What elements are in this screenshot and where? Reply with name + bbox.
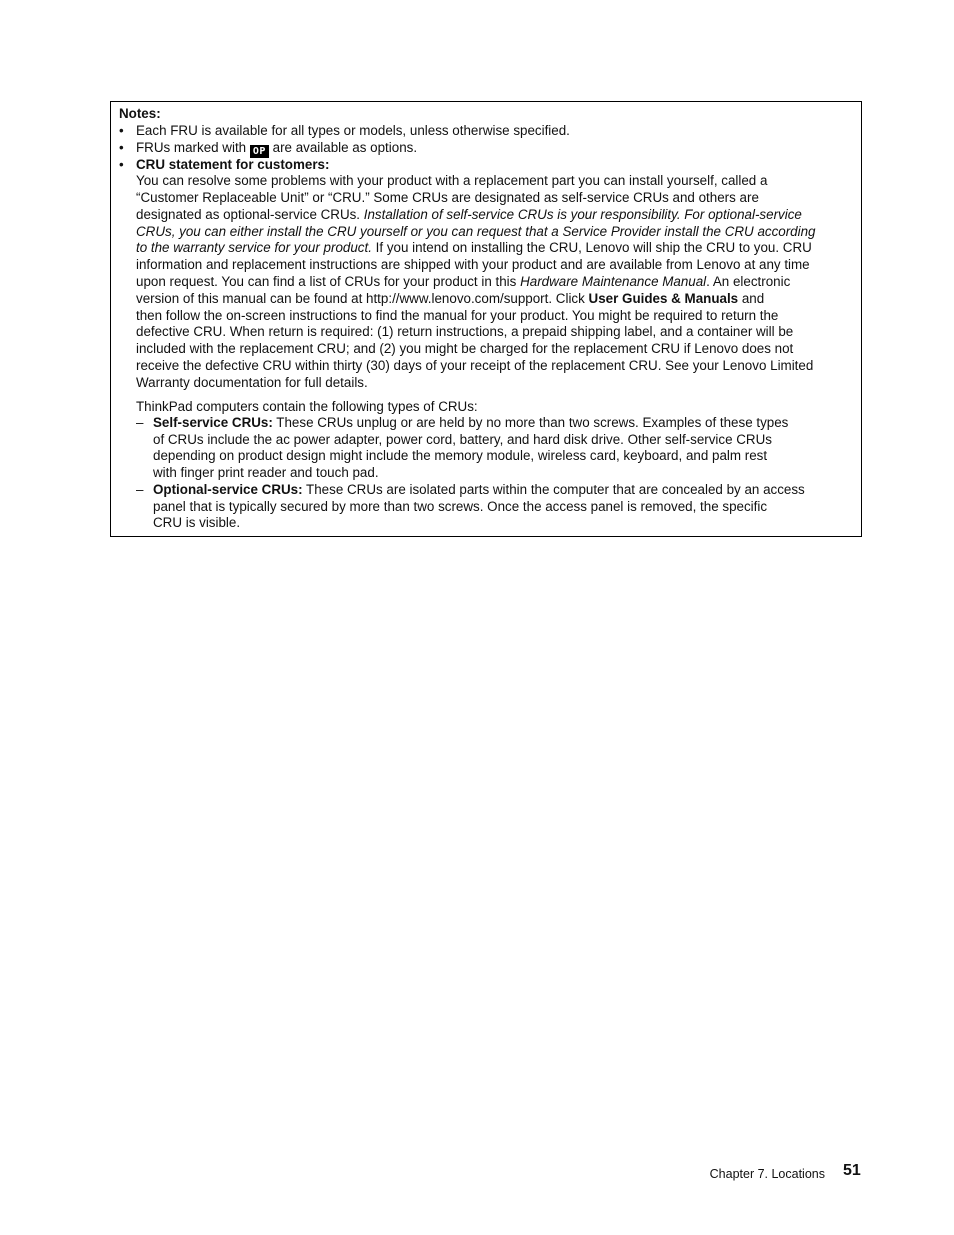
cru-line-2: “Customer Replaceable Unit” or “CRU.” Some CRUs are designated as self-service CRUs and others are xyxy=(136,190,759,205)
optional-service-label: Optional-service CRUs: xyxy=(153,482,303,497)
optional-service-line-2: panel that is typically secured by more than two screws. Once the access panel is removed, the specific xyxy=(153,499,768,514)
note-item-2-pre: FRUs marked with xyxy=(136,140,247,155)
optional-service-line-1 xyxy=(153,482,805,499)
bullet-1: • xyxy=(119,123,124,138)
bullet-2: • xyxy=(119,140,124,155)
note-item-2-post: are available as options. xyxy=(272,140,418,155)
cru-line-7 xyxy=(136,274,790,291)
cru-line-8 xyxy=(136,291,764,308)
self-service-line-1 xyxy=(153,415,788,432)
cru-line-8-c: and xyxy=(738,291,765,306)
cru-line-3 xyxy=(136,207,802,224)
cru-line-7-c: . An electronic xyxy=(706,274,791,289)
cru-line-7-b: Hardware Maintenance Manual xyxy=(520,274,707,289)
cru-types-intro: ThinkPad computers contain the following types of CRUs: xyxy=(136,399,478,414)
footer-page-number: 51 xyxy=(843,1162,861,1179)
cru-line-5-a: to the warranty service for your product. xyxy=(136,240,372,255)
cru-line-6: information and replacement instructions are shipped with your product and are available from Lenovo at any time xyxy=(136,257,810,272)
self-service-text-1: These CRUs unplug or are held by no more than two screws. Examples of these types xyxy=(272,415,789,430)
note-item-1: Each FRU is available for all types or models, unless otherwise specified. xyxy=(136,123,570,138)
cru-line-8-a: version of this manual can be found at http://www.lenovo.com/support. Click xyxy=(136,291,589,306)
notes-heading: Notes: xyxy=(119,106,161,121)
cru-line-11: included with the replacement CRU; and (2) you might be charged for the replacement CRU if Lenovo does not xyxy=(136,341,794,356)
self-service-line-3: depending on product design might include the memory module, wireless card, keyboard, and palm rest xyxy=(153,448,768,463)
dash-optional-service: – xyxy=(136,482,144,497)
self-service-line-2: of CRUs include the ac power adapter, power cord, battery, and hard disk drive. Other self-service CRUs xyxy=(153,432,772,447)
cru-line-1: You can resolve some problems with your product with a replacement part you can install yourself, called a xyxy=(136,173,768,188)
cru-line-7-a: upon request. You can find a list of CRUs for your product in this xyxy=(136,274,521,289)
optional-service-text-1: These CRUs are isolated parts within the computer that are concealed by an access xyxy=(302,482,805,497)
cru-line-3-b: Installation of self-service CRUs is your responsibility. For optional-service xyxy=(363,207,802,222)
optional-service-line-3: CRU is visible. xyxy=(153,515,241,530)
cru-line-13: Warranty documentation for full details. xyxy=(136,375,368,390)
dash-self-service: – xyxy=(136,415,144,430)
cru-line-5 xyxy=(136,240,812,257)
user-guides-manuals-label: User Guides & Manuals xyxy=(588,291,739,306)
cru-line-3-a: designated as optional-service CRUs. xyxy=(136,207,364,222)
self-service-label: Self-service CRUs: xyxy=(153,415,273,430)
note-item-2 xyxy=(136,140,417,158)
cru-line-9: then follow the on-screen instructions to find the manual for your product. You might be required to return the xyxy=(136,308,779,323)
op-badge: OP xyxy=(250,145,269,158)
cru-line-5-b: If you intend on installing the CRU, Lenovo will ship the CRU to you. CRU xyxy=(371,240,812,255)
cru-statement-heading: CRU statement for customers: xyxy=(136,157,330,172)
self-service-line-4: with finger print reader and touch pad. xyxy=(153,465,379,480)
cru-line-4: CRUs, you can either install the CRU yourself or you can request that a Service Provider install the CRU according xyxy=(136,224,816,239)
bullet-3: • xyxy=(119,157,124,172)
footer-chapter-label: Chapter 7. Locations xyxy=(709,1167,825,1181)
cru-line-12: receive the defective CRU within thirty (30) days of your receipt of the replacement CRU. See your Lenovo Limited xyxy=(136,358,814,373)
cru-line-10: defective CRU. When return is required: (1) return instructions, a prepaid shipping label, and a container will be xyxy=(136,324,794,339)
